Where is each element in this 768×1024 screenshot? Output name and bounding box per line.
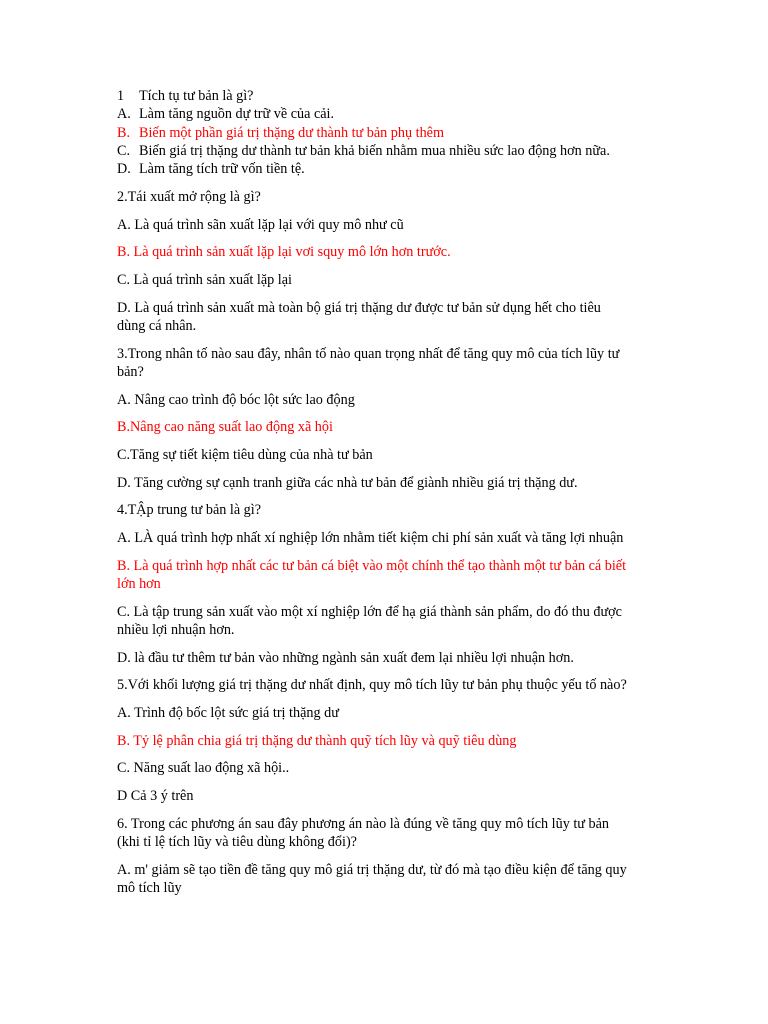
option-4c: C. Là tập trung sản xuất vào một xí nghiệp lớn để hạ giá thành sản phẩm, do đó thu được nhiều lợi nhuận hơn. [117, 603, 622, 638]
question-2-text: 2.Tái xuất mở rộng là gì? [117, 188, 261, 205]
option-2a: A. Là quá trình sãn xuất lặp lại với quy mô như cũ [117, 216, 404, 233]
question-1-text: Tích tụ tư bản là gì? [139, 88, 254, 104]
option-2c: C. Là quá trình sản xuất lặp lại [117, 271, 292, 288]
option-1c: C. Biến giá trị thặng dư thành tư bản khả biến nhằm mua nhiều sức lao động hơn nữa. [117, 142, 610, 159]
option-1b-correct: B. Biến một phần giá trị thặng dư thành tư bản phụ thêm [117, 124, 444, 141]
option-3a: A. Nâng cao trình độ bóc lột sức lao động [117, 391, 355, 408]
document-page [117, 87, 677, 907]
option-1a: A. Làm tăng nguồn dự trữ về của cải. [117, 106, 335, 123]
option-5b-correct: B. Tỷ lệ phân chia giá trị thặng dư thành quỹ tích lũy và quỹ tiêu dùng [117, 732, 517, 749]
option-3c: C.Tăng sự tiết kiệm tiêu dùng của nhà tư bản [117, 446, 373, 463]
option-4d: D. là đầu tư thêm tư bản vào những ngành sản xuất đem lại nhiều lợi nhuận hơn. [117, 649, 574, 666]
option-4b-correct: B. Là quá trình hợp nhất các tư bản cá biệt vào một chính thể tạo thành một tư bản cá biết lớn hơn [117, 557, 627, 593]
option-6a: A. m' giảm sẽ tạo tiền đề tăng quy mô giá trị thặng dư, từ đó mà tạo điều kiện để tăng quy mô tích lũy [117, 861, 627, 897]
option-3d: D. Tăng cường sự cạnh tranh giữa các nhà tư bản để giành nhiều giá trị thặng dư. [117, 474, 578, 491]
option-5c: C. Năng suất lao động xã hội.. [117, 760, 290, 777]
question-5-text: 5.Với khối lượng giá trị thặng dư nhất định, quy mô tích lũy tư bản phụ thuộc yếu tố nào? [117, 677, 627, 694]
question-1-number: 1 [117, 88, 125, 104]
question-6-text: 6. Trong các phương án sau đây phương án nào là đúng về tăng quy mô tích lũy tư bản (khi tỉ lệ tích lũy và tiêu dùng không đổi)? [117, 815, 609, 851]
question-1-title [117, 87, 677, 105]
question-3-text: 3.Trong nhân tố nào sau đây, nhân tố nào quan trọng nhất để tăng quy mô của tích lũy tư bản? [117, 345, 620, 380]
option-1d: D. Làm tăng tích trữ vốn tiền tệ. [117, 161, 305, 178]
question-4-text: 4.TẬp trung tư bản là gì? [117, 502, 262, 519]
option-4a: A. LÀ quá trình hợp nhất xí nghiệp lớn nhằm tiết kiệm chi phí sản xuất và tăng lợi nhuận [117, 530, 624, 547]
option-5d: D Cả 3 ý trên [117, 788, 194, 805]
option-2d: D. Là quá trình sản xuất mà toàn bộ giá trị thặng dư được tư bản sử dụng hết cho tiêu dùng cá nhân. [117, 299, 601, 334]
question-1 [117, 87, 677, 178]
option-2b-correct: B. Là quá trình sản xuất lặp lại vơi squy mô lớn hơn trước. [117, 244, 451, 261]
option-3b-correct: B.Nâng cao năng suất lao động xã hội [117, 419, 333, 436]
option-5a: A. Trình độ bốc lột sức giá trị thặng dư [117, 705, 339, 722]
